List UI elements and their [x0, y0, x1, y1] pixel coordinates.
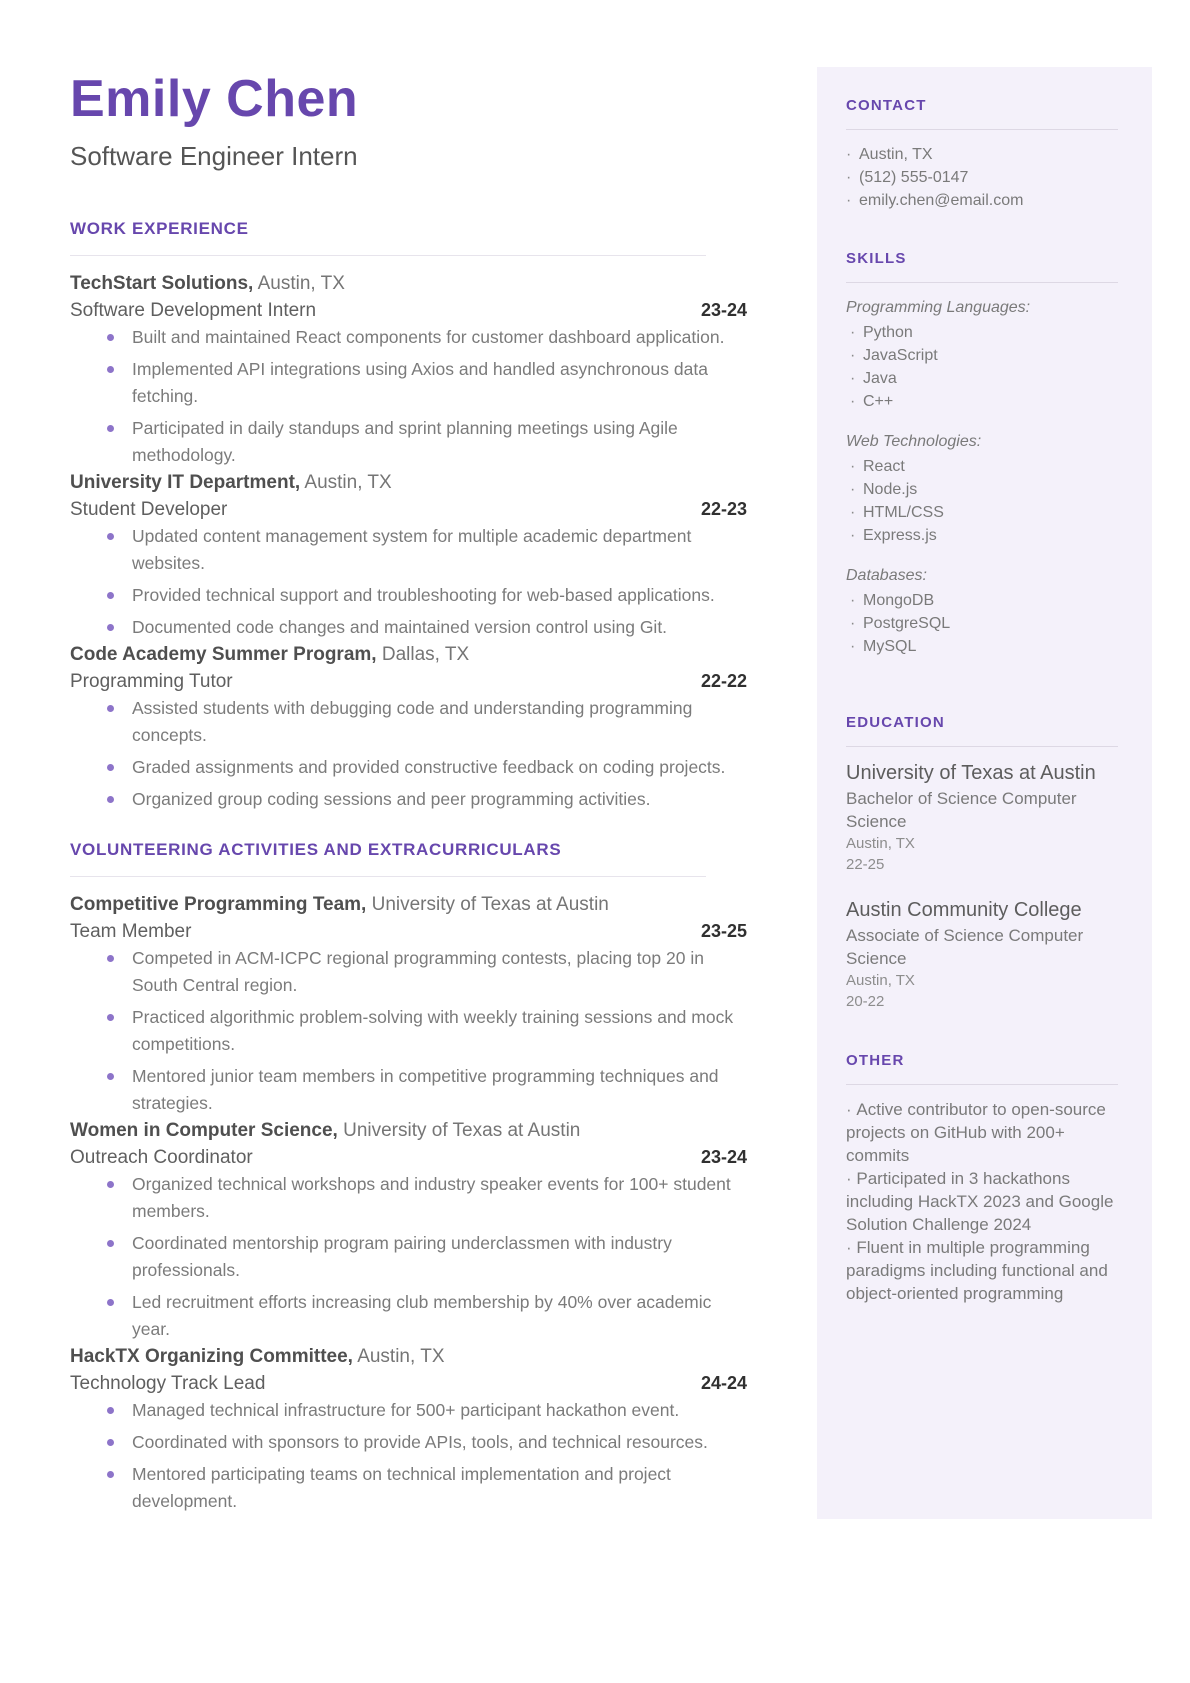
sidebar-section-education [846, 714, 1118, 1012]
skills-list [846, 321, 1118, 413]
bullet-item: Led recruitment efforts increasing club membership by 40% over academic year. [70, 1289, 747, 1343]
work-entry [70, 469, 747, 641]
skills-group-label: Web Technologies: [846, 433, 982, 450]
skill-item: · PostgreSQL [846, 612, 1118, 635]
skill-item: · Node.js [846, 478, 1118, 501]
bullet-item: Coordinated with sponsors to provide APIs, tools, and technical resources. [70, 1429, 747, 1456]
org-name: University IT Department, [70, 472, 301, 493]
org-line [70, 1343, 747, 1370]
person-job-title: Software Engineer Intern [70, 141, 358, 171]
sidebar-divider [846, 129, 1118, 130]
org-name: TechStart Solutions, [70, 273, 254, 294]
bullet-list [70, 695, 747, 813]
bullet-item: Coordinated mentorship program pairing underclassmen with industry professionals. [70, 1230, 747, 1284]
bullet-item: Participated in daily standups and sprint planning meetings using Agile methodology. [70, 415, 747, 469]
org-line [70, 641, 747, 668]
bullet-item: Graded assignments and provided constructive feedback on coding projects. [70, 754, 747, 781]
org-line [70, 1117, 747, 1144]
skill-item: · Express.js [846, 524, 1118, 547]
role-line [70, 1144, 747, 1171]
school-name: University of Texas at Austin [846, 762, 1096, 784]
volunteering-entry [70, 1343, 747, 1515]
sidebar-section-skills [846, 250, 1118, 658]
contact-location: · Austin, TX [846, 143, 1118, 166]
main-column [70, 0, 747, 1515]
skills-heading: SKILLS [846, 250, 907, 267]
role-title: Outreach Coordinator [70, 1147, 253, 1168]
bullet-item: Documented code changes and maintained version control using Git. [70, 614, 747, 641]
org-name: Women in Computer Science, [70, 1120, 338, 1141]
date-range: 23-25 [700, 921, 747, 941]
org-name: HackTX Organizing Committee, [70, 1346, 353, 1367]
sidebar-section-other [846, 1052, 1118, 1305]
role-line [70, 1370, 747, 1397]
sidebar-divider [846, 282, 1118, 283]
education-heading: EDUCATION [846, 714, 945, 731]
bullet-item: Updated content management system for multiple academic department websites. [70, 523, 747, 577]
org-location: Austin, TX [257, 273, 345, 294]
role-line [70, 918, 747, 945]
org-name: Competitive Programming Team, [70, 894, 367, 915]
skill-item: · MySQL [846, 635, 1118, 658]
section-divider [70, 876, 706, 877]
skill-item: · Python [846, 321, 1118, 344]
school-location: Austin, TX [846, 972, 915, 989]
bullet-list [70, 945, 747, 1117]
bullet-item: Provided technical support and troubleshooting for web-based applications. [70, 582, 747, 609]
skills-group-label: Databases: [846, 567, 927, 584]
school-degree: Associate of Science Computer Science [846, 926, 1084, 968]
org-name: Code Academy Summer Program, [70, 644, 377, 665]
role-line [70, 496, 747, 523]
org-line [70, 270, 747, 297]
school-years: 22-25 [846, 856, 885, 873]
role-line [70, 668, 747, 695]
skills-group [846, 430, 1118, 547]
skills-group-label: Programming Languages: [846, 299, 1031, 316]
bullet-item: Mentored junior team members in competitive programming techniques and strategies. [70, 1063, 747, 1117]
other-item: · Participated in 3 hackathons including HackTX 2023 and Google Solution Challenge 2024 [846, 1167, 1118, 1236]
bullet-item: Implemented API integrations using Axios and handled asynchronous data fetching. [70, 356, 747, 410]
volunteering-entry [70, 891, 747, 1117]
skill-item: · React [846, 455, 1118, 478]
work-experience-heading: WORK EXPERIENCE [70, 219, 249, 238]
education-entry [846, 897, 1118, 1012]
sidebar-divider [846, 1084, 1118, 1085]
section-volunteering [70, 839, 747, 1515]
skill-item: · Java [846, 367, 1118, 390]
date-range: 23-24 [700, 1147, 747, 1167]
person-name: Emily Chen [70, 70, 359, 128]
school-location: Austin, TX [846, 835, 915, 852]
org-location: Austin, TX [357, 1346, 445, 1367]
school-years: 20-22 [846, 993, 885, 1010]
bullet-list [70, 1397, 747, 1515]
role-line [70, 297, 747, 324]
skills-group [846, 296, 1118, 413]
other-heading: OTHER [846, 1052, 905, 1069]
sidebar-divider [846, 746, 1118, 747]
volunteering-heading: VOLUNTEERING ACTIVITIES AND EXTRACURRICULARS [70, 840, 562, 859]
bullet-list [70, 324, 747, 469]
role-title: Student Developer [70, 499, 228, 520]
education-entry [846, 760, 1118, 875]
contact-list [846, 143, 1118, 212]
bullet-item: Competed in ACM-ICPC regional programming contests, placing top 20 in South Central region. [70, 945, 747, 999]
bullet-list [70, 1171, 747, 1343]
skills-list [846, 589, 1118, 658]
other-item: · Fluent in multiple programming paradigms including functional and object-oriented programming [846, 1236, 1118, 1305]
volunteering-entry [70, 1117, 747, 1343]
date-range: 24-24 [700, 1373, 747, 1393]
bullet-item: Practiced algorithmic problem-solving with weekly training sessions and mock competitions. [70, 1004, 747, 1058]
role-title: Team Member [70, 921, 192, 942]
school-name: Austin Community College [846, 899, 1082, 921]
org-line [70, 891, 747, 918]
date-range: 22-22 [700, 671, 747, 691]
other-item: · Active contributor to open-source projects on GitHub with 200+ commits [846, 1098, 1118, 1167]
bullet-list [70, 523, 747, 641]
skill-item: · JavaScript [846, 344, 1118, 367]
sidebar-panel [817, 67, 1152, 1519]
section-work-experience [70, 218, 747, 813]
org-line [70, 469, 747, 496]
work-entry [70, 270, 747, 469]
org-location: Austin, TX [304, 472, 392, 493]
org-location: University of Texas at Austin [343, 1120, 581, 1141]
contact-email: · emily.chen@email.com [846, 189, 1118, 212]
date-range: 23-24 [700, 300, 747, 320]
bullet-item: Organized group coding sessions and peer programming activities. [70, 786, 747, 813]
contact-phone: · (512) 555-0147 [846, 166, 1118, 189]
skill-item: · C++ [846, 390, 1118, 413]
bullet-item: Organized technical workshops and industry speaker events for 100+ student members. [70, 1171, 747, 1225]
section-divider [70, 255, 706, 256]
school-degree: Bachelor of Science Computer Science [846, 789, 1077, 831]
skill-item: · HTML/CSS [846, 501, 1118, 524]
date-range: 22-23 [700, 499, 747, 519]
role-title: Software Development Intern [70, 300, 317, 321]
bullet-item: Managed technical infrastructure for 500+ participant hackathon event. [70, 1397, 747, 1424]
org-location: University of Texas at Austin [371, 894, 609, 915]
contact-heading: CONTACT [846, 97, 927, 114]
org-location: Dallas, TX [381, 644, 470, 665]
sidebar-section-contact [846, 97, 1118, 212]
work-entry [70, 641, 747, 813]
bullet-item: Mentored participating teams on technical implementation and project development. [70, 1461, 747, 1515]
bullet-item: Assisted students with debugging code and understanding programming concepts. [70, 695, 747, 749]
skill-item: · MongoDB [846, 589, 1118, 612]
role-title: Technology Track Lead [70, 1373, 266, 1394]
role-title: Programming Tutor [70, 671, 233, 692]
bullet-item: Built and maintained React components for customer dashboard application. [70, 324, 747, 351]
skills-list [846, 455, 1118, 547]
skills-group [846, 564, 1118, 658]
